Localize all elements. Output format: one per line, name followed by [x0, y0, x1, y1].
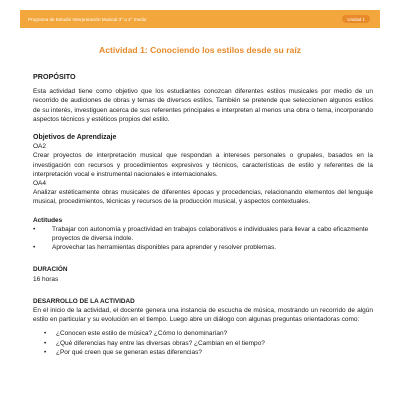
- proposito-text: Esta actividad tiene como objetivo que los estudiantes conozcan diferentes estilos musicales por medio de un recorrido de audiciones de obras y temas de diversos estilos. También se pretende que seleccionen algunos estilos de su interés, investiguen acerca de sus referentes principales e interpreten al menos una obra o tema, incorporando aspectos técnicos y estéticos propios del estilo.: [33, 88, 373, 123]
- bullet-icon: •: [33, 225, 36, 233]
- header-band: [20, 10, 380, 28]
- program-name: Programa de Estudio Interpretación Musical 3° a 4° medio: [28, 16, 147, 22]
- actitud-text: Aprovechar las herramientas disponibles para aprender y resolver problemas.: [52, 244, 277, 252]
- question-text: ¿Qué diferencias hay entre las diversas obras? ¿Cambian en el tiempo?: [56, 339, 265, 347]
- desarrollo-text: En el inicio de la actividad, el docente genera una instancia de escucha de música, mostrando un recorrido de algún estilo en particular y su evolución en el tiempo. Luego abre un diálogo con algunas preguntas orientadoras como:: [33, 307, 373, 324]
- duracion-heading: DURACIÓN: [33, 266, 68, 274]
- actitud-item: [33, 225, 373, 243]
- desarrollo-heading: DESARROLLO DE LA ACTIVIDAD: [33, 297, 135, 305]
- actitudes-heading: Actitudes: [33, 216, 63, 224]
- actitud-text: Trabajar con autonomía y proactividad en trabajos colaborativos e individuales para llevar a cabo eficazmente proyectos de diversa índole.: [52, 225, 369, 243]
- objetivos-heading: Objetivos de Aprendizaje: [33, 134, 117, 142]
- activity-title: Actividad 1: Conociendo los estilos desde su raíz: [99, 45, 301, 55]
- question-item: [44, 329, 373, 338]
- unit-badge: Unidad 1: [342, 15, 370, 23]
- duracion-value: 16 horas: [33, 275, 59, 283]
- question-text: ¿Por qué creen que se generan estas diferencias?: [56, 348, 202, 356]
- oa4-code: OA4: [33, 180, 47, 188]
- bullet-icon: •: [33, 244, 36, 252]
- oa2-code: OA2: [33, 143, 47, 151]
- question-item: [44, 348, 373, 357]
- oa4-text: Analizar estéticamente obras musicales de diferentes épocas y procedencias, relacionando elementos del lenguaje musical, procedimientos, técnicas y recursos de la producción musical, y aspectos contextuales.: [33, 189, 373, 206]
- questions-list: [44, 329, 373, 357]
- question-text: ¿Conocen este estilo de música? ¿Cómo lo denominarían?: [56, 330, 228, 338]
- oa2-text: Crear proyectos de interpretación musical que respondan a intereses personales o grupales, basados en la investigación con recursos y procedimientos expresivos y técnicos, características de estilo y referentes de la interpretación vocal e instrumental nacionales e internacionales.: [33, 152, 373, 178]
- actitud-item: [33, 243, 373, 252]
- question-item: [44, 339, 373, 348]
- bullet-icon: •: [44, 348, 47, 356]
- proposito-heading: PROPÓSITO: [33, 72, 76, 81]
- bullet-icon: •: [44, 330, 47, 338]
- document-body: [33, 72, 373, 357]
- bullet-icon: •: [44, 339, 47, 347]
